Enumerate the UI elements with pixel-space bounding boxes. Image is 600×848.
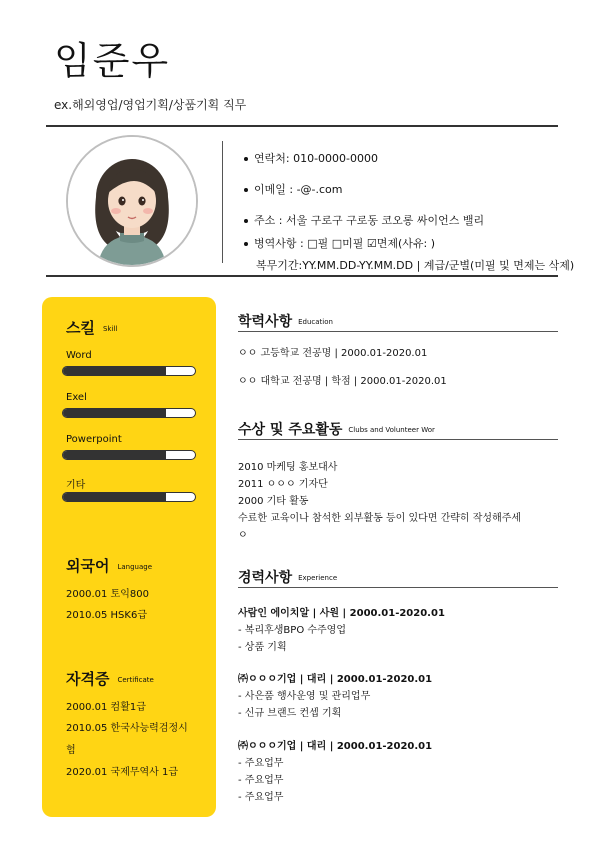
job-duty: - 주요업무 xyxy=(238,792,284,803)
activities-divider xyxy=(238,439,558,440)
skill-bar xyxy=(62,492,196,502)
certificate-heading: 자격증 Certificate xyxy=(66,670,154,688)
skill-label: 기타 xyxy=(66,480,86,491)
activity-item: 2011 ㅇㅇㅇ 기자단 xyxy=(238,479,328,490)
job-duty: - 신규 브랜드 컨셉 기획 xyxy=(238,708,342,719)
education-item: ㅇㅇ 고등학교 전공명 | 2000.01-2020.01 xyxy=(238,348,428,359)
skill-bar xyxy=(62,366,196,376)
certificate-item: 2020.01 국제무역사 1급 xyxy=(66,767,179,778)
skill-label: Word xyxy=(66,350,92,361)
skill-label: Powerpoint xyxy=(66,434,122,445)
job-duty: - 사은품 행사운영 및 관리업무 xyxy=(238,691,371,702)
resume-name: 임준우 xyxy=(54,39,171,83)
job-duty: - 상품 기획 xyxy=(238,642,287,653)
profile-photo xyxy=(66,135,198,267)
education-item: ㅇㅇ 대학교 전공명 | 학점 | 2000.01-2020.01 xyxy=(238,376,447,387)
contact-divider xyxy=(222,141,223,263)
contact-address: 주소 : 서울 구로구 구로동 코오롱 싸이언스 밸리 xyxy=(244,212,484,228)
contact-bottom-divider xyxy=(46,275,558,277)
activity-item: 2010 마케팅 홍보대사 xyxy=(238,462,338,473)
activity-item: 수료한 교육이나 참석한 외부활동 등이 있다면 간략히 작성해주세 xyxy=(238,513,522,524)
language-item: 2000.01 토익800 xyxy=(66,589,149,600)
certificate-item: 2000.01 컴활1급 xyxy=(66,702,146,713)
header-divider xyxy=(46,125,558,127)
job-heading: 사람인 에이치알 | 사원 | 2000.01-2020.01 xyxy=(238,608,445,619)
language-heading: 외국어 Language xyxy=(66,557,153,575)
contact-email: 이메일 : -@-.com xyxy=(244,181,343,197)
career-divider xyxy=(238,587,558,588)
contact-phone: 연락처: 010-0000-0000 xyxy=(244,150,378,166)
activity-item: ㅇ xyxy=(238,530,248,541)
contact-service: 복무기간:YY.MM.DD-YY.MM.DD | 계급/군별(미필 및 면제는 삭제) xyxy=(256,259,575,272)
job-heading: ㈜ㅇㅇㅇ기업 | 대리 | 2000.01-2020.01 xyxy=(238,674,433,685)
certificate-item: 2010.05 한국사능력검정시 xyxy=(66,723,188,734)
skill-bar xyxy=(62,408,196,418)
job-duty: - 주요업무 xyxy=(238,775,284,786)
career-heading: 경력사항 Experience xyxy=(238,570,338,586)
contact-military: 병역사항 : □필 □미필 ☑면제(사유: ) xyxy=(244,235,435,251)
avatar-illustration xyxy=(68,137,196,265)
skills-heading: 스킬 Skill xyxy=(66,319,118,337)
job-duty: - 복리후생BPO 수주영업 xyxy=(238,625,347,636)
education-heading: 학력사항 Education xyxy=(238,314,333,330)
skill-label: Exel xyxy=(66,392,87,403)
education-divider xyxy=(238,331,558,332)
language-item: 2010.05 HSK6급 xyxy=(66,610,147,621)
skill-bar xyxy=(62,450,196,460)
job-heading: ㈜ㅇㅇㅇ기업 | 대리 | 2000.01-2020.01 xyxy=(238,741,433,752)
activity-item: 2000 기타 활동 xyxy=(238,496,309,507)
resume-role: ex.해외영업/영업기획/상품기획 직무 xyxy=(54,98,247,112)
certificate-item: 험 xyxy=(66,745,76,756)
activities-heading: 수상 및 주요활동 Clubs and Volunteer Wor xyxy=(238,422,435,438)
job-duty: - 주요업무 xyxy=(238,758,284,769)
